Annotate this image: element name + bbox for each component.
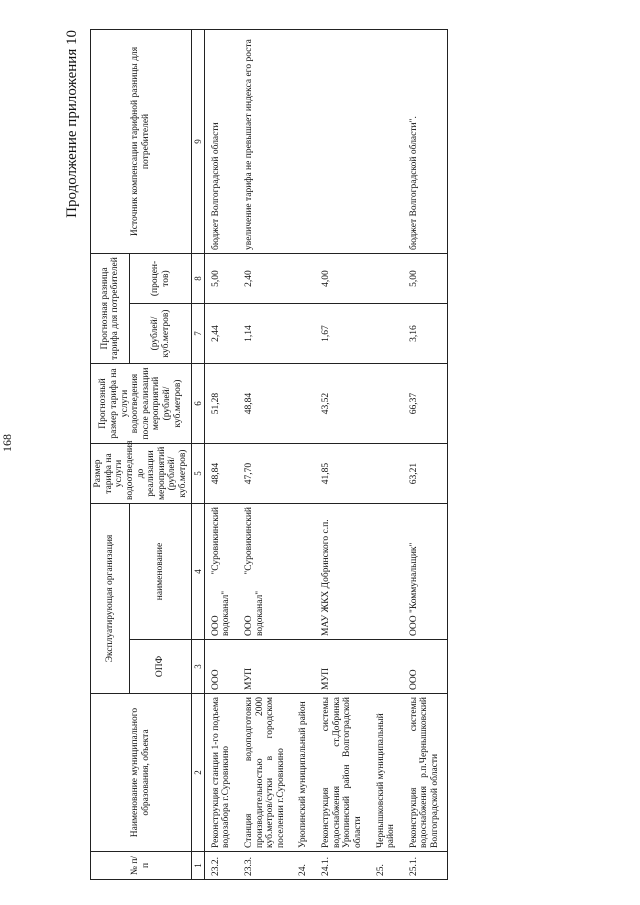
org-name xyxy=(292,504,315,640)
table-row xyxy=(370,29,403,879)
diff-pct: 2,40 xyxy=(238,253,293,303)
org-name: ООО "Суровикинский водоканал" xyxy=(204,504,238,640)
diff-rub: 2,44 xyxy=(204,304,238,364)
tariff-after: 48,84 xyxy=(238,364,293,444)
tariff-after: 66,37 xyxy=(403,364,447,444)
compensation-source xyxy=(370,29,403,253)
diff-rub: 1,14 xyxy=(238,304,293,364)
org-legal-form: МУП xyxy=(315,640,370,694)
object-name: Реконструкция системы водоснабжения ст.Добринка Урюпинский район Волгоградской области xyxy=(315,694,370,852)
compensation-source xyxy=(292,29,315,253)
org-legal-form: ООО xyxy=(403,640,447,694)
compensation-source: увеличение тарифа не превышает индекса его роста xyxy=(238,29,293,253)
object-name: Урюпинский муниципальный район xyxy=(292,694,315,852)
org-name: МАУ ЖКХ Добринского с.п. xyxy=(315,504,370,640)
org-name: ООО "Суровикинский водоканал" xyxy=(238,504,293,640)
tariff-before: 41,85 xyxy=(315,444,370,504)
rotated-document-content xyxy=(62,30,441,880)
org-legal-form: МУП xyxy=(238,640,293,694)
tariff-before: 48,84 xyxy=(204,444,238,504)
diff-pct: 4,00 xyxy=(315,253,370,303)
tariff-table xyxy=(90,29,448,880)
table-row xyxy=(315,29,370,879)
header-opf: ОПФ xyxy=(130,640,191,694)
diff-pct xyxy=(370,253,403,303)
appendix-continuation-title: Продолжение приложения 10 xyxy=(64,30,80,218)
tariff-before xyxy=(292,444,315,504)
tariff-after: 51,28 xyxy=(204,364,238,444)
header-org-name: наименование xyxy=(130,504,191,640)
tariff-before xyxy=(370,444,403,504)
table-row xyxy=(204,29,238,879)
header-object-name: Наименование муниципального образования, объекта xyxy=(91,694,192,852)
tariff-after xyxy=(370,364,403,444)
header-compensation-source: Источник компенсации тарифной разницы для потребителей xyxy=(91,29,192,253)
object-name: Реконструкция системы водоснабжения р.п.Чернышковский Волгоградской области xyxy=(403,694,447,852)
column-number: 1 xyxy=(191,852,204,880)
diff-pct: 5,00 xyxy=(204,253,238,303)
compensation-source: бюджет Волгоградской области". xyxy=(403,29,447,253)
row-number: 24.1. xyxy=(315,852,370,880)
tariff-after xyxy=(292,364,315,444)
header-tariff-after: Прогнозный размер тарифа на услуги водоотведения после реализации мероприятий (рублей/ куб.метров) xyxy=(91,364,192,444)
column-number: 9 xyxy=(191,29,204,253)
header-tariff-before: Размер тарифа на услуги водоотведения до реализации мероприятий (рублей/ куб.метров) xyxy=(91,444,192,504)
column-number: 3 xyxy=(191,640,204,694)
column-number: 6 xyxy=(191,364,204,444)
tariff-before: 63,21 xyxy=(403,444,447,504)
diff-pct xyxy=(292,253,315,303)
diff-rub xyxy=(370,304,403,364)
page-number: 168 xyxy=(0,434,14,452)
org-legal-form xyxy=(292,640,315,694)
object-name: Станция водоподготовки производительностью 2000 куб.метров/сутки в городском поселении г.Суровикино xyxy=(238,694,293,852)
column-number: 7 xyxy=(191,304,204,364)
column-number: 8 xyxy=(191,253,204,303)
row-number: 25.1. xyxy=(403,852,447,880)
compensation-source xyxy=(315,29,370,253)
table-row xyxy=(403,29,447,879)
header-num: № п/п xyxy=(91,852,192,880)
org-legal-form: ООО xyxy=(204,640,238,694)
org-legal-form xyxy=(370,640,403,694)
row-number: 23.2. xyxy=(204,852,238,880)
column-number: 4 xyxy=(191,504,204,640)
row-number: 23.3. xyxy=(238,852,293,880)
header-diff-pct: (процен-тов) xyxy=(130,253,191,303)
table-row xyxy=(238,29,293,879)
table-row xyxy=(292,29,315,879)
tariff-before: 47,70 xyxy=(238,444,293,504)
object-name: Реконструкция станции 1-го подъема водозабора г.Суровикино xyxy=(204,694,238,852)
compensation-source: бюджет Волгоградской области xyxy=(204,29,238,253)
diff-rub: 1,67 xyxy=(315,304,370,364)
header-forecast-diff: Прогнозная разница тарифа для потребителей xyxy=(91,253,130,363)
row-number: 24. xyxy=(292,852,315,880)
tariff-after: 43,52 xyxy=(315,364,370,444)
diff-pct: 5,00 xyxy=(403,253,447,303)
org-name: ООО "Коммунальщик" xyxy=(403,504,447,640)
object-name: Чернышковский муниципальный район xyxy=(370,694,403,852)
row-number: 25. xyxy=(370,852,403,880)
header-operating-org: Эксплуатирующая организация xyxy=(91,504,130,694)
column-number: 5 xyxy=(191,444,204,504)
column-number: 2 xyxy=(191,694,204,852)
org-name xyxy=(370,504,403,640)
header-diff-rub: (рублей/ куб.метров) xyxy=(130,304,191,364)
diff-rub: 3,16 xyxy=(403,304,447,364)
diff-rub xyxy=(292,304,315,364)
